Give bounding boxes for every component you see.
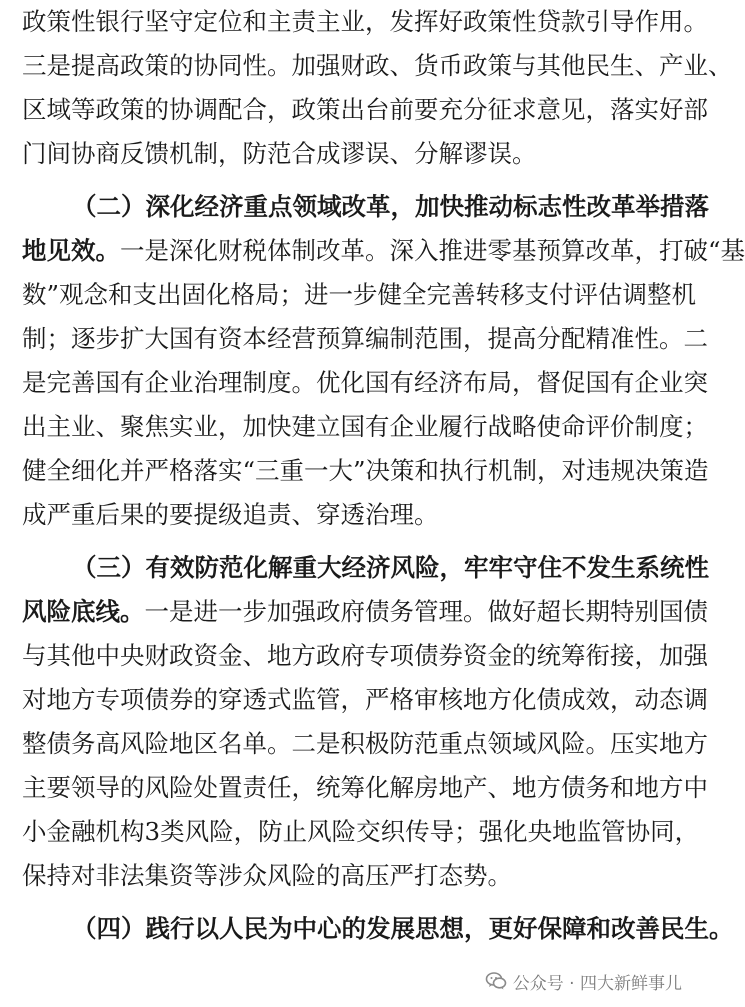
section-heading-2	[72, 187, 709, 227]
heading-text: （二）深化经济重点领域改革，加快推动标志性改革举措落	[72, 192, 709, 221]
text-line	[22, 592, 708, 632]
text-line: 保持对非法集资等涉众风险的高压严打态势。	[22, 861, 512, 890]
heading-text: 风险底线。	[22, 597, 145, 626]
text-line: 区域等政策的协调配合，政策出台前要充分征求意见，落实好部	[22, 95, 708, 124]
text-line: 主要领导的风险处置责任，统筹化解房地产、地方债务和地方中	[22, 773, 708, 802]
text-line: 制；逐步扩大国有资本经营预算编制范围，提高分配精准性。二	[22, 324, 708, 353]
text-line: 整债务高风险地区名单。二是积极防范重点领域风险。压实地方	[22, 729, 708, 758]
watermark-text: 公众号 · 四大新鲜事儿	[512, 973, 682, 994]
text-line: 出主业、聚焦实业，加快建立国有企业履行战略使命评价制度；	[22, 412, 708, 441]
heading-text: （四）践行以人民为中心的发展思想，更好保障和改善民生。	[72, 914, 734, 943]
text-line: 数”观念和支出固化格局；进一步健全完善转移支付评估调整机	[22, 280, 697, 309]
text-line: 小金融机构3类风险，防止风险交织传导；强化央地监管协同，	[22, 817, 700, 846]
heading-text: 地见效。	[22, 236, 120, 265]
text-line: 门间协商反馈机制，防范合成谬误、分解谬误。	[22, 139, 537, 168]
text-line: 与其他中央财政资金、地方政府专项债券资金的统筹衔接，加强	[22, 641, 708, 670]
heading-text: （三）有效防范化解重大经济风险，牢牢守住不发生系统性	[72, 553, 709, 582]
body-text: 一是深化财税体制改革。深入推进零基预算改革，打破“基	[120, 236, 745, 265]
text-line: 对地方专项债券的穿透式监管，严格审核地方化债成效，动态调	[22, 685, 708, 714]
section-heading-3	[72, 548, 709, 588]
body-text: 一是进一步加强政府债务管理。做好超长期特别国债	[144, 597, 708, 626]
section-heading-4	[72, 909, 734, 949]
text-line: 成严重后果的要提级追责、穿透治理。	[22, 500, 439, 529]
text-line: 是完善国有企业治理制度。优化国有经济布局，督促国有企业突	[22, 368, 708, 397]
watermark	[481, 966, 686, 996]
text-line: 政策性银行坚守定位和主责主业，发挥好政策性贷款引导作用。	[22, 7, 708, 36]
text-line	[22, 231, 745, 271]
wechat-icon	[485, 970, 507, 992]
text-line: 健全细化并严格落实“三重一大”决策和执行机制，对违规决策造	[22, 456, 709, 485]
text-line: 三是提高政策的协同性。加强财政、货币政策与其他民生、产业、	[22, 51, 733, 80]
